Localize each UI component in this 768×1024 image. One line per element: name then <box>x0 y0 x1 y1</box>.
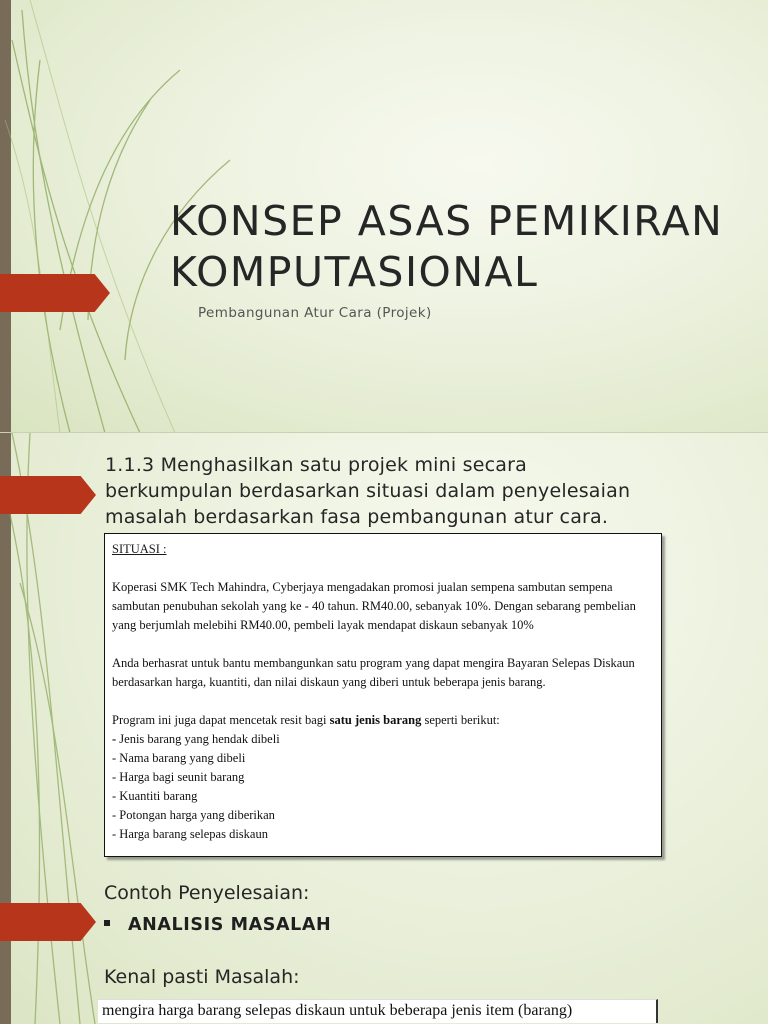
content-slide <box>0 433 768 1024</box>
list-item-text: Nama barang yang dibeli <box>119 751 246 765</box>
list-item-text: Kuantiti barang <box>119 789 198 803</box>
objective-heading <box>105 452 745 530</box>
slide-title <box>170 196 760 298</box>
square-bullet-icon <box>104 920 110 926</box>
situasi-box <box>104 533 662 857</box>
situasi-paragraph-1: Koperasi SMK Tech Mahindra, Cyberjaya mengadakan promosi jualan sempena sambutan sempena sambutan penubuhan sekolah yang ke - 40 tahun. RM40.00, sebanyak 10%. Dengan sebarang pembelian yang berjumlah melebihi RM40.00, pembeli layak mendapat diskaun sebanyak 10% <box>112 580 636 632</box>
title-slide <box>0 0 768 433</box>
para3-bold: satu jenis barang <box>329 713 422 727</box>
para3-prefix: Program ini juga dapat mencetak resit bagi <box>112 713 330 727</box>
situasi-list-item: - Harga barang selepas diskaun <box>112 827 268 841</box>
objective-line-1: 1.1.3 Menghasilkan satu projek mini secara <box>105 454 527 476</box>
contoh-heading: Contoh Penyelesaian: <box>104 882 310 904</box>
list-item-text: Jenis barang yang hendak dibeli <box>119 732 280 746</box>
accent-arrow-tab <box>0 476 96 514</box>
kenal-heading: Kenal pasti Masalah: <box>104 966 300 988</box>
situasi-list-item: - Harga bagi seunit barang <box>112 770 245 784</box>
title-line-2: KOMPUTASIONAL <box>170 248 539 296</box>
title-line-1: KONSEP ASAS PEMIKIRAN <box>170 197 724 245</box>
situasi-list-item: - Jenis barang yang hendak dibeli <box>112 732 280 746</box>
situasi-paragraph-3 <box>112 711 654 730</box>
bullet-item <box>104 915 331 935</box>
objective-line-3: masalah berdasarkan fasa pembangunan atur cara. <box>105 506 609 528</box>
masalah-text-box: mengira harga barang selepas diskaun untuk beberapa jenis item (barang) <box>98 999 658 1023</box>
list-item-text: Harga bagi seunit barang <box>119 770 245 784</box>
situasi-list-item: - Kuantiti barang <box>112 789 198 803</box>
slide-subtitle: Pembangunan Atur Cara (Projek) <box>198 305 432 321</box>
list-item-text: Potongan harga yang diberikan <box>119 808 275 822</box>
para3-suffix: seperti berikut: <box>421 713 500 727</box>
accent-arrow-tab <box>0 274 110 312</box>
situasi-list-item: - Nama barang yang dibeli <box>112 751 246 765</box>
accent-arrow-tab <box>0 903 96 941</box>
list-item-text: Harga barang selepas diskaun <box>119 827 268 841</box>
objective-line-2: berkumpulan berdasarkan situasi dalam penyelesaian <box>105 480 631 502</box>
situasi-list-item: - Potongan harga yang diberikan <box>112 808 275 822</box>
situasi-label: SITUASI : <box>112 542 167 556</box>
situasi-paragraph-2: Anda berhasrat untuk bantu membangunkan satu program yang dapat mengira Bayaran Selepas Diskaun berdasarkan harga, kuantiti, dan nilai diskaun yang diberi untuk beberapa jenis barang. <box>112 656 635 689</box>
bullet-text: ANALISIS MASALAH <box>128 915 332 935</box>
